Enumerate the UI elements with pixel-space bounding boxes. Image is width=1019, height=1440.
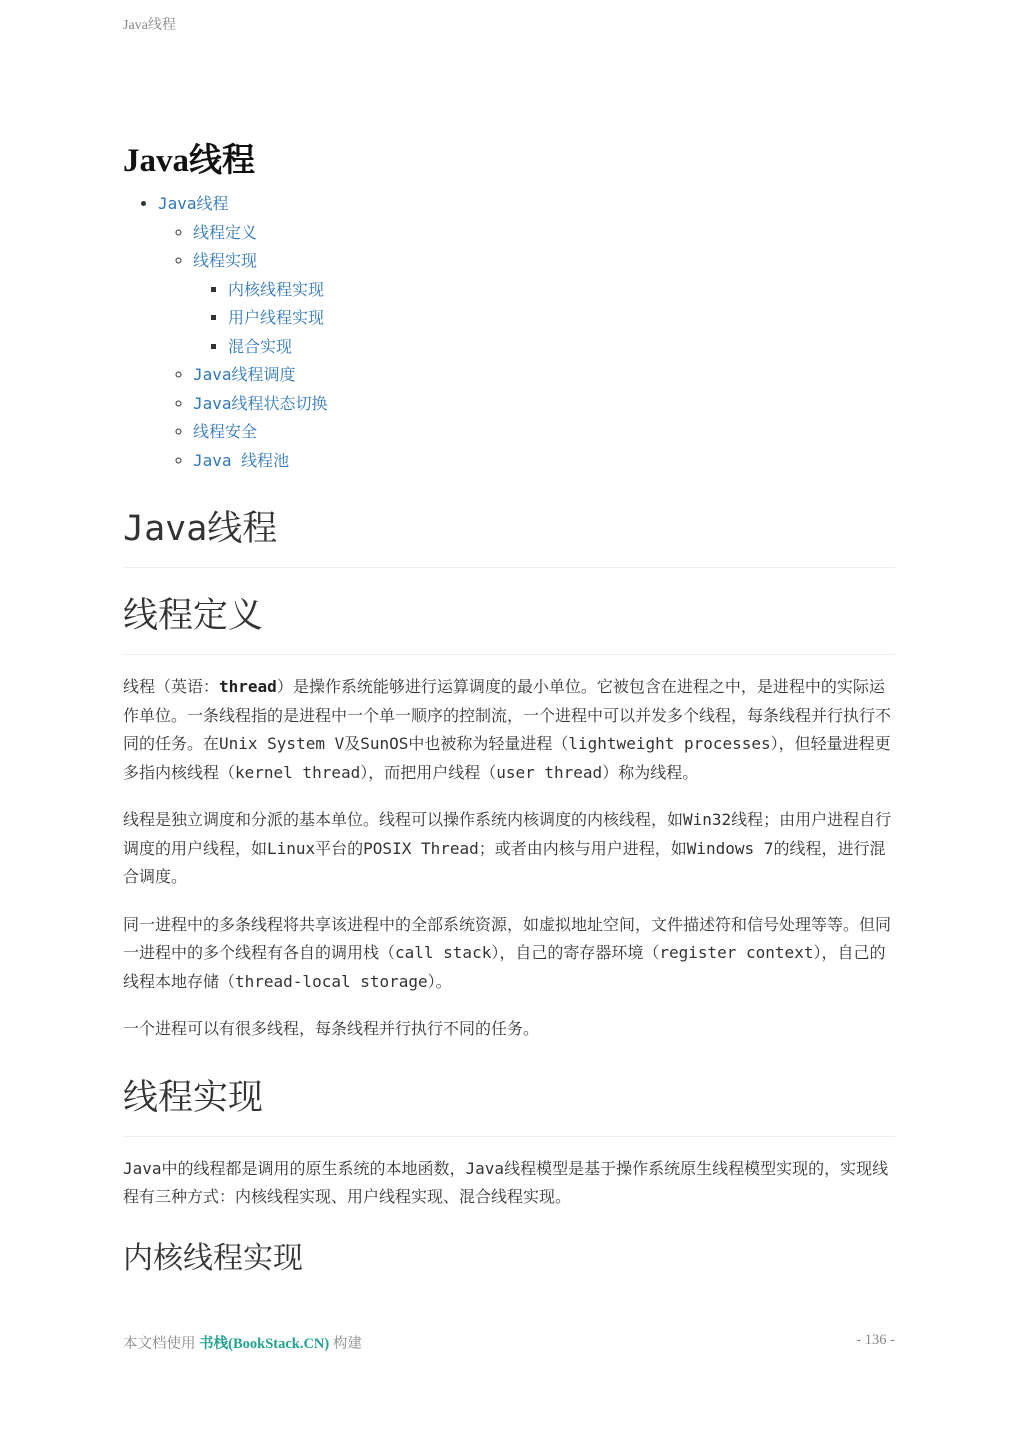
footer-bookstack-link[interactable]: 书栈(BookStack.CN) (199, 1336, 330, 1352)
definition-paragraph-3: 同一进程中的多条线程将共享该进程中的全部系统资源，如虚拟地址空间，文件描述符和信号处理等等。但同一进程中的多个线程有各自的调用栈（call stack），自己的寄存器环境（register context），自己的线程本地存储（thread-local storage）。 (123, 914, 892, 991)
section-heading-implementation: 线程实现 (123, 1074, 895, 1137)
toc-item (193, 361, 895, 390)
toc-link-implementation[interactable]: 线程实现 (193, 251, 258, 270)
toc-item (193, 247, 895, 361)
definition-paragraph-2: 线程是独立调度和分派的基本单位。线程可以操作系统内核调度的内核线程，如Win32线程；由用户进程自行调度的用户线程，如Linux平台的POSIX Thread；或者由内核与用户进程，如Windows 7的线程，进行混合调度。 (123, 810, 892, 886)
toc-link-scheduling[interactable]: Java线程调度 (193, 365, 296, 384)
toc-item-java-thread (158, 190, 895, 475)
paragraph-text: 线程（英语： (123, 677, 220, 696)
toc-link-java-thread[interactable]: Java线程 (158, 194, 229, 213)
toc-item (228, 304, 895, 333)
footer-suffix: 构建 (329, 1336, 362, 1352)
page-content (123, 138, 895, 1280)
toc-sublist (158, 219, 895, 476)
toc-link-thread-safety[interactable]: 线程安全 (193, 422, 258, 441)
toc-item (228, 276, 895, 305)
toc-item (193, 390, 895, 419)
toc-item (193, 447, 895, 476)
table-of-contents (123, 190, 895, 475)
footer-prefix: 本文档使用 (123, 1336, 200, 1352)
toc-link-user-thread[interactable]: 用户线程实现 (228, 308, 325, 327)
bold-term: thread (219, 677, 277, 696)
definition-paragraph-4: 一个进程可以有很多线程，每条线程并行执行不同的任务。 (123, 1019, 540, 1038)
toc-sublist (193, 276, 895, 362)
running-header: Java线程 (123, 18, 176, 33)
implementation-paragraph-1: Java中的线程都是调用的原生系统的本地函数，Java线程模型是基于操作系统原生线程模型实现的，实现线程有三种方式：内核线程实现、用户线程实现、混合线程实现。 (123, 1158, 889, 1206)
document-title: Java线程 (123, 143, 255, 179)
toc-link-kernel-thread[interactable]: 内核线程实现 (228, 279, 325, 299)
page-number: - 136 - (856, 1332, 895, 1348)
footer-credit (123, 1332, 362, 1353)
definition-paragraph-1 (123, 673, 895, 787)
toc-link-hybrid[interactable]: 混合实现 (228, 336, 293, 356)
section-heading-java-thread: Java线程 (123, 505, 895, 568)
toc-link-state-switch[interactable]: Java线程状态切换 (193, 393, 328, 413)
toc-item (193, 219, 895, 248)
section-heading-definition: 线程定义 (123, 592, 895, 655)
toc-link-definition[interactable]: 线程定义 (193, 222, 258, 242)
toc-item (228, 333, 895, 362)
subsection-heading-kernel-thread: 内核线程实现 (123, 1240, 303, 1276)
toc-link-thread-pool[interactable]: Java 线程池 (193, 450, 290, 470)
toc-item (193, 418, 895, 447)
paragraph-text: ）是操作系统能够进行运算调度的最小单位。它被包含在进程之中，是进程中的实际运作单位。一条线程指的是进程中一个单一顺序的控制流，一个进程中可以并发多个线程，每条线程并行执行不同的任务。在Unix System V及SunOS中也被称为轻量进程（lightweight processes），但轻量进程更多指内核线程（kernel thread），而把用户线程（user thread）称为线程。 (123, 677, 892, 782)
